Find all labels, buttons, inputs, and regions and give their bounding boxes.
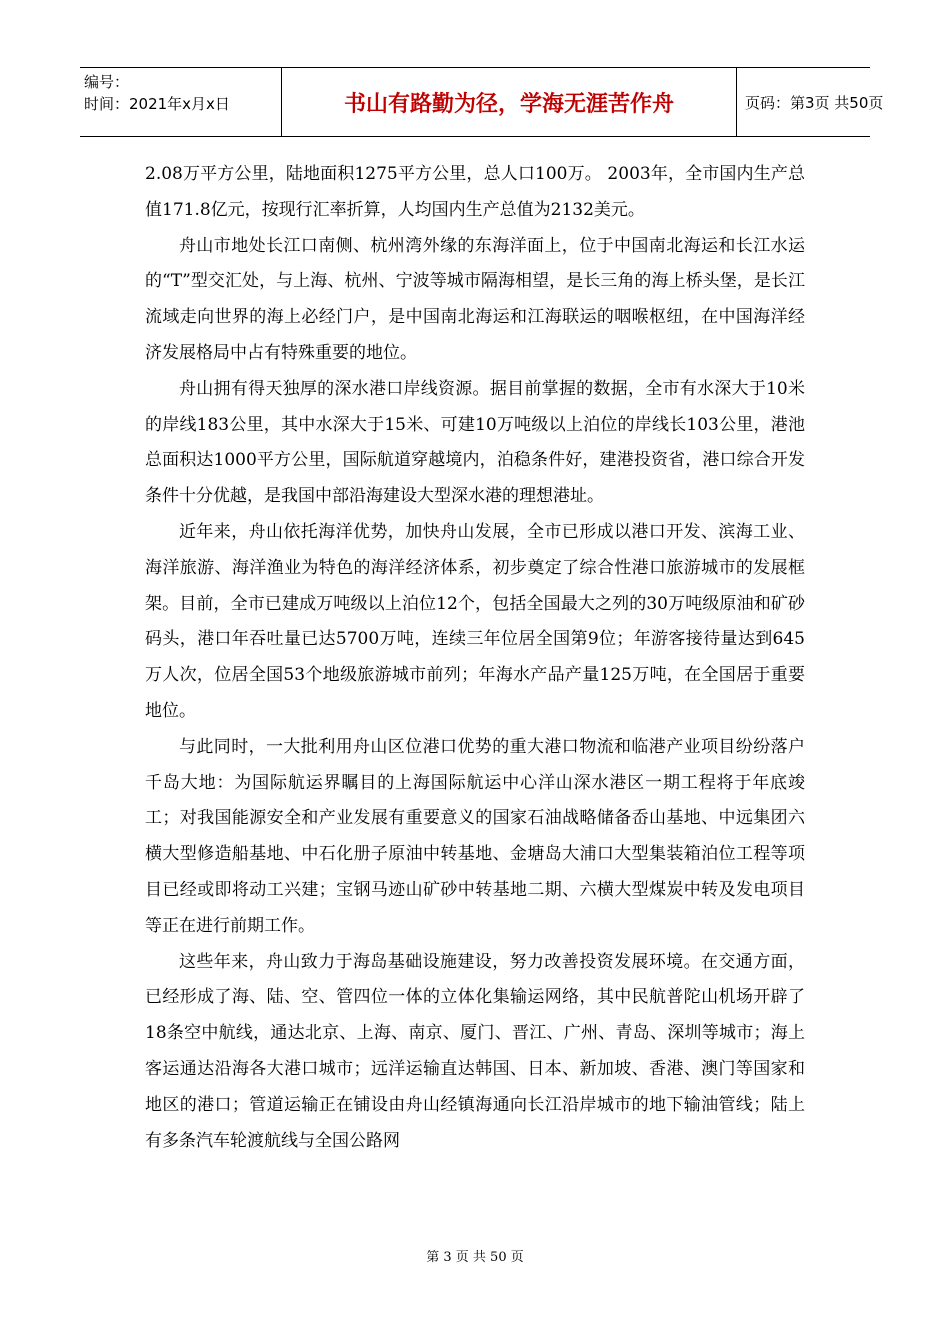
page-footer: 第 3 页 共 50 页	[426, 1250, 524, 1265]
header-meta	[80, 68, 282, 136]
document-time-label: 时间：2021年x月x日	[84, 95, 230, 113]
paragraph-2: 舟山市地处长江口南侧、杭州湾外缘的东海洋面上，位于中国南北海运和长江水运的“T”型交汇处，与上海、杭州、宁波等城市隔海相望，是长三角的海上桥头堡，是长江流域走向世界的海上必经门户，是中国南北海运和江海联运的咽喉枢纽，在中国海洋经济发展格局中占有特殊重要的地位。	[145, 235, 805, 363]
document-number-label: 编号：	[84, 73, 130, 91]
paragraph-3: 舟山拥有得天独厚的深水港口岸线资源。据目前掌握的数据，全市有水深大于10米的岸线183公里，其中水深大于15米、可建10万吨级以上泊位的岸线长103公里，港池总面积达1000平方公里，国际航道穿越境内，泊稳条件好，建港投资省，港口综合开发条件十分优越，是我国中部沿海建设大型深水港的理想港址。	[145, 378, 805, 507]
header-motto: 书山有路勤为径，学海无涯苦作舟	[282, 68, 737, 136]
header-page-info: 页码：第3页 共50页	[745, 93, 884, 112]
document-body	[145, 157, 805, 1159]
page-header	[80, 67, 884, 137]
paragraph-4: 近年来，舟山依托海洋优势，加快舟山发展，全市已形成以港口开发、滨海工业、海洋旅游、海洋渔业为特色的海洋经济体系，初步奠定了综合性港口旅游城市的发展框架。目前，全市已建成万吨级以上泊位12个，包括全国最大之列的30万吨级原油和矿砂码头，港口年吞吐量已达5700万吨，连续三年位居全国第9位；年游客接待量达到645万人次，位居全国53个地级旅游城市前列；年海水产品产量125万吨，在全国居于重要地位。	[145, 521, 805, 721]
paragraph-6: 这些年来，舟山致力于海岛基础设施建设，努力改善投资发展环境。在交通方面，已经形成了海、陆、空、管四位一体的立体化集输运网络，其中民航普陀山机场开辟了18条空中航线，通达北京、上海、南京、厦门、晋江、广州、青岛、深圳等城市；海上客运通达沿海各大港口城市；远洋运输直达韩国、日本、新加坡、香港、澳门等国家和地区的港口；管道运输正在铺设由舟山经镇海通向长江沿岸城市的地下输油管线；陆上有多条汽车轮渡航线与全国公路网	[145, 951, 805, 1151]
paragraph-1: 2.08万平方公里，陆地面积1275平方公里，总人口100万。 2003年，全市国内生产总值171.8亿元，按现行汇率折算，人均国内生产总值为2132美元。	[145, 164, 805, 220]
paragraph-5: 与此同时，一大批利用舟山区位港口优势的重大港口物流和临港产业项目纷纷落户千岛大地：为国际航运界瞩目的上海国际航运中心洋山深水港区一期工程将于年底竣工；对我国能源安全和产业发展有重要意义的国家石油战略储备岙山基地、中远集团六横大型修造船基地、中石化册子原油中转基地、金塘岛大浦口大型集装箱泊位工程等项目已经或即将动工兴建；宝钢马迹山矿砂中转基地二期、六横大型煤炭中转及发电项目等正在进行前期工作。	[145, 736, 805, 936]
